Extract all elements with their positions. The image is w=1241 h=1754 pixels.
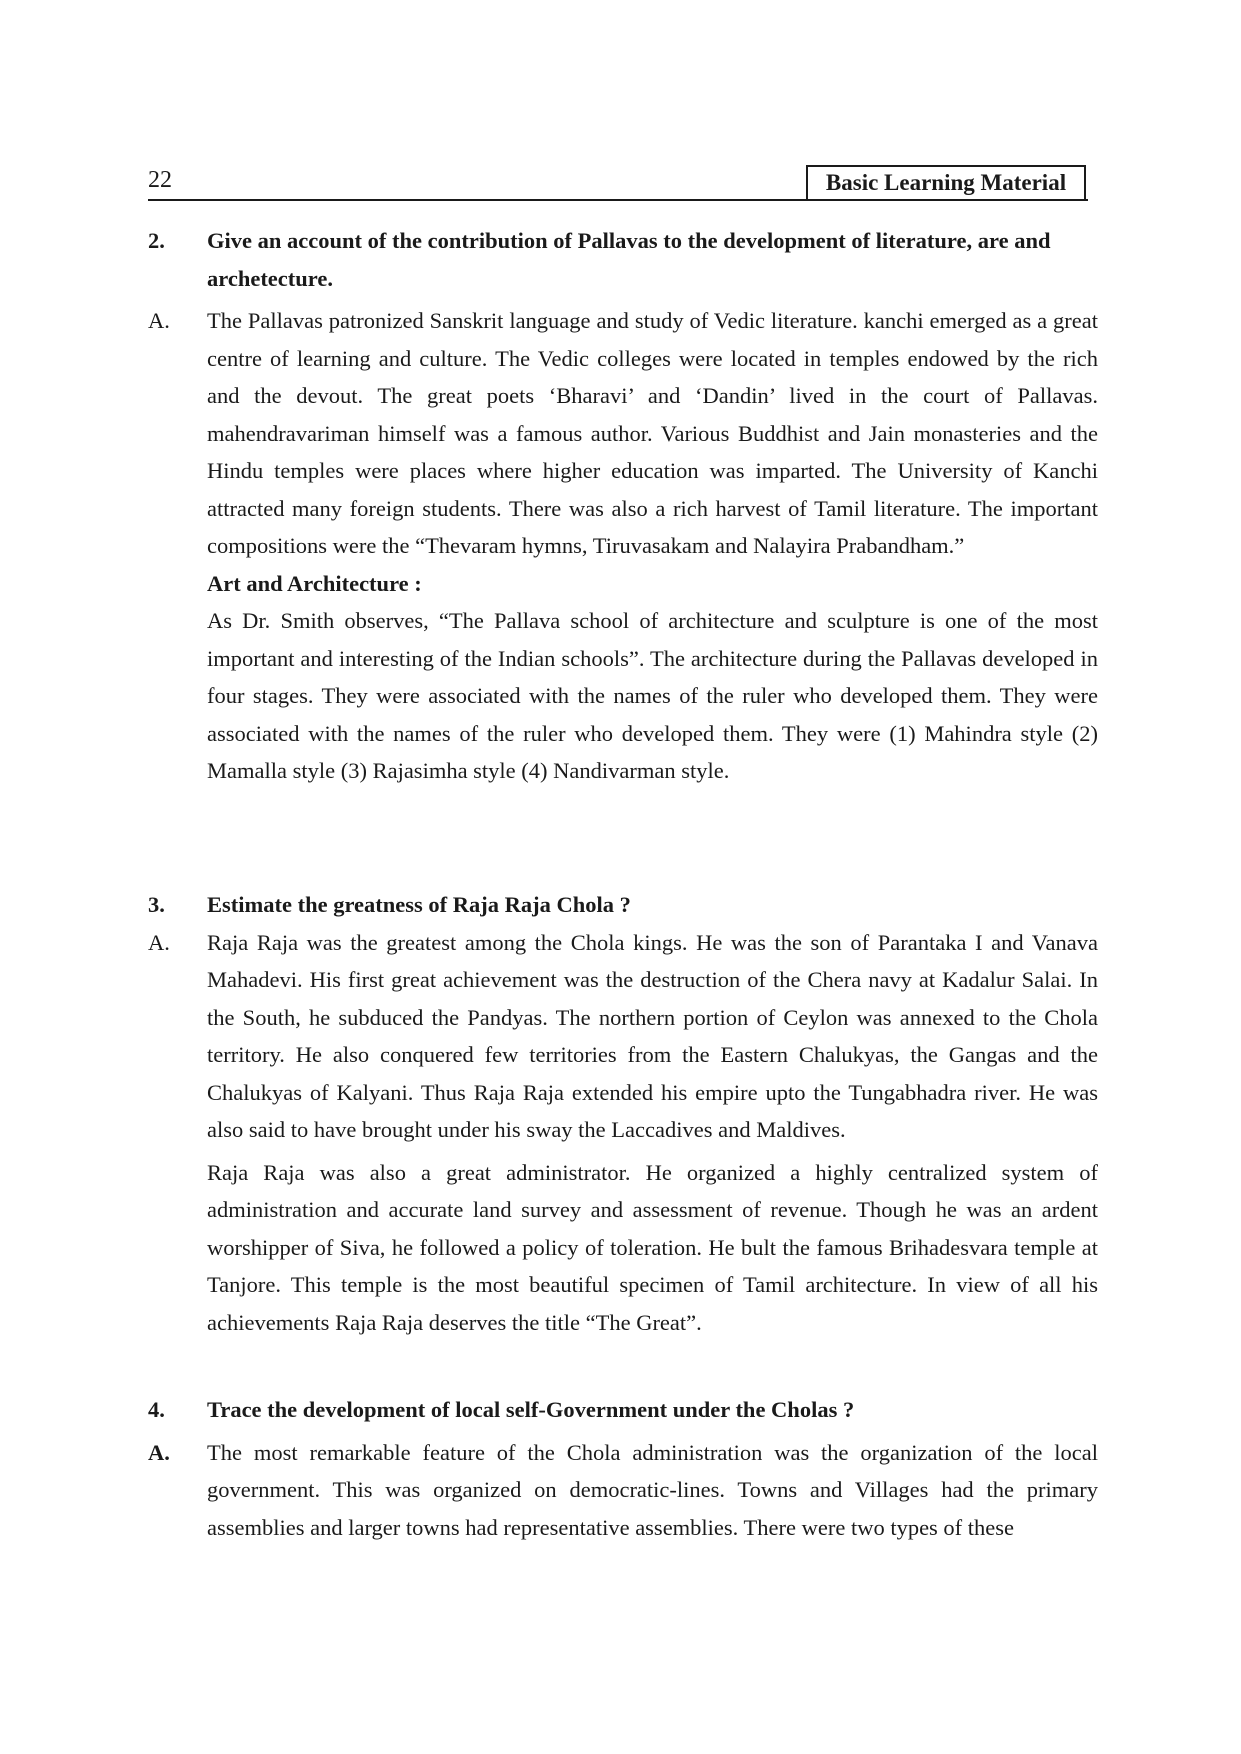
question-2-number: 2. [148,228,165,253]
question-4-block [148,1391,1098,1546]
answer-2-paragraph-1: The Pallavas patronized Sanskrit language and study of Vedic literature. kanchi emerged as a great centre of learning and culture. The Vedic colleges were located in temples endowed by the rich and the devout. The great poets ‘Bharavi’ and ‘Dandin’ lived in the court of Pallavas. mahendravariman himself was a famous author. Various Buddhist and Jain monasteries and the Hindu temples were places where higher education was imparted. The University of Kanchi attracted many foreign students. There was also a rich harvest of Tamil literature. The important compositions were the “Thevaram hymns, Tiruvasakam and Nalayira Prabandham.” [207,308,1098,558]
question-3-block [148,886,1098,1341]
question-3-text: Estimate the greatness of Raja Raja Chola ? [207,892,631,917]
answer-2-row [148,302,1098,565]
answer-2-p2-row [148,602,1098,790]
question-2-block [148,222,1098,790]
header-title-box: Basic Learning Material [806,165,1086,201]
question-2-row [148,222,1098,297]
header-rule [148,199,1088,201]
answer-3-paragraph-1: Raja Raja was the greatest among the Chola kings. He was the son of Parantaka I and Vanava Mahadevi. His first great achievement was the destruction of the Chera navy at Kadalur Salai. In the South, he subduced the Pandyas. The northern portion of Ceylon was annexed to the Chola territory. He also conquered few territories from the Eastern Chalukyas, the Gangas and the Chalukyas of Kalyani. Thus Raja Raja extended his empire upto the Tungabhadra river. He was also said to have brought under his sway the Laccadives and Maldives. [207,929,1098,1142]
question-3-number: 3. [148,892,165,917]
answer-2-marker: A. [148,308,170,333]
answer-4-row [148,1434,1098,1547]
question-4-number: 4. [148,1397,165,1422]
art-architecture-subheading: Art and Architecture : [207,570,422,596]
answer-3-row [148,924,1098,1149]
answer-3-marker: A. [148,929,170,955]
subheading-row [148,565,1098,603]
answer-3-paragraph-2: Raja Raja was also a great administrator. He organized a highly centralized system of administration and accurate land survey and assessment of revenue. Though he was an ardent worshipper of Siva, he followed a policy of toleration. He bult the famous Brihadesvara temple at Tanjore. This temple is the most beautiful specimen of Tamil architecture. In view of all his achievements Raja Raja deserves the title “The Great”. [207,1159,1098,1335]
answer-4-marker: A. [148,1439,170,1465]
question-2-text: Give an account of the contribution of Pallavas to the development of literature, are and archetecture. [207,228,1051,291]
question-4-text: Trace the development of local self-Government under the Cholas ? [207,1397,855,1422]
answer-4-paragraph-1: The most remarkable feature of the Chola administration was the organization of the local government. This was organized on democratic-lines. Towns and Villages had the primary assemblies and larger towns had representative assemblies. There were two types of these [207,1439,1098,1540]
question-3-row [148,886,1098,924]
question-4-row [148,1391,1098,1429]
answer-3-p2-row [148,1154,1098,1342]
page-number: 22 [148,167,172,193]
answer-2-paragraph-2: As Dr. Smith observes, “The Pallava school of architecture and sculpture is one of the most important and interesting of the Indian schools”. The architecture during the Pallavas developed in four stages. They were associated with the names of the ruler who developed them. They were associated with the names of the ruler who developed them. They were (1) Mahindra style (2) Mamalla style (3) Rajasimha style (4) Nandivarman style. [207,608,1098,783]
